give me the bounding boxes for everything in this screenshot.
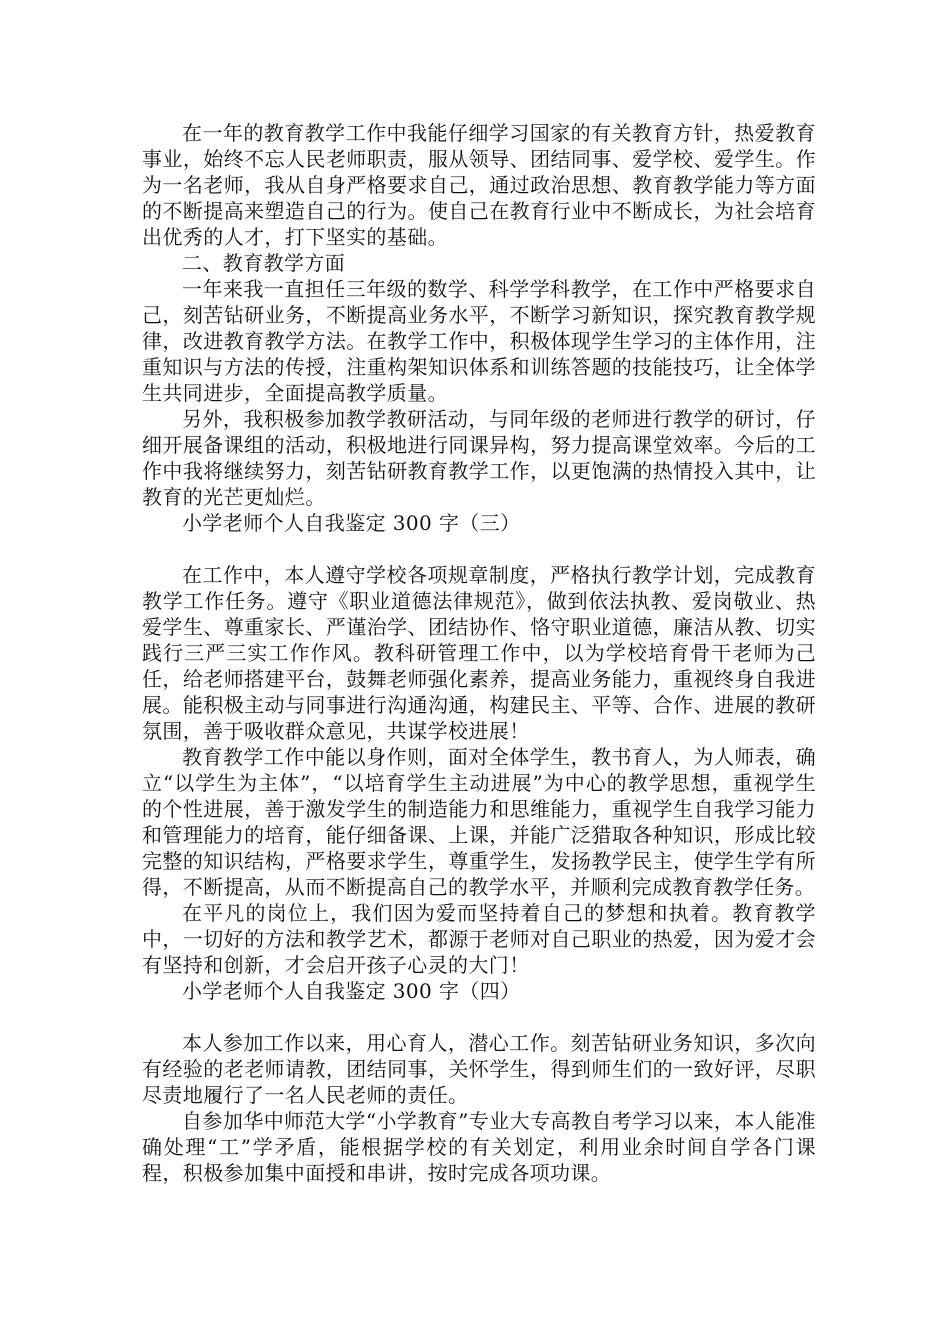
paragraph-rules: 在工作中，本人遵守学校各项规章制度，严格执行教学计划，完成教育教学工作任务。遵守《职业道德法律规范》，做到依法执教、爱岗敬业、热爱学生、尊重家长、严谨治学、团结协作、恪守职业道德，廉洁从教、切实践行三严三实工作作风。教科研管理工作中，以为学校培育骨干老师为己任，给老师搭建平台，鼓舞老师强化素养，提高业务能力，重视终身自我进展。能积极主动与同事进行沟通沟通，构建民主、平等、合作、进展的教研氛围，善于吸收群众意见，共谋学校进展！ <box>142 563 816 743</box>
blank-line <box>142 536 816 562</box>
section-heading-teaching: 二、教育教学方面 <box>182 251 346 275</box>
paragraph-research: 另外，我积极参加教学教研活动，与同年级的老师进行教学的研讨，仔细开展备课组的活动，积极地进行同课异构，努力提高课堂效率。今后的工作中我将继续努力，刻苦钻研教育教学工作，以更饱满的热情投入其中，让教育的光芒更灿烂。 <box>142 407 816 509</box>
document-body <box>142 120 816 1186</box>
blank-line <box>142 1004 816 1030</box>
paragraph-teaching: 一年来我一直担任三年级的数学、科学学科教学，在工作中严格要求自己，刻苦钻研业务，不断提高业务水平，不断学习新知识，探究教育教学规律，改进教育教学方法。在教学工作中，积极体现学生学习的主体作用，注重知识与方法的传授，注重构架知识体系和训练答题的技能技巧，让全体学生共同进步，全面提高教学质量。 <box>142 277 816 405</box>
paragraph-intro: 在一年的教育教学工作中我能仔细学习国家的有关教育方针，热爱教育事业，始终不忘人民老师职责，服从领导、团结同事、爱学校、爱学生。作为一名老师，我从自身严格要求自己，通过政治思想、教育教学能力等方面的不断提高来塑造自己的行为。使自己在教育行业中不断成长，为社会培育出优秀的人才，打下坚实的基础。 <box>142 121 816 249</box>
paragraph-study: 自参加华中师范大学“小学教育”专业大专高教自考学习以来，本人能准确处理“工”学矛盾，能根据学校的有关划定，利用业余时间自学各门课程，积极参加集中面授和串讲，按时完成各项功课。 <box>142 1109 816 1185</box>
paragraph-love: 在平凡的岗位上，我们因为爱而坚持着自己的梦想和执着。教育教学中，一切好的方法和教学艺术，都源于老师对自己职业的热爱，因为爱才会有坚持和创新，才会启开孩子心灵的大门！ <box>142 901 816 977</box>
paragraph-work: 本人参加工作以来，用心育人，潜心工作。刻苦钻研业务知识，多次向有经验的老老师请教，团结同事，关怀学生，得到师生们的一致好评，尽职尽责地履行了一名人民老师的责任。 <box>142 1031 816 1107</box>
section-heading-three: 小学老师个人自我鉴定 300 字（三） <box>182 511 521 535</box>
section-heading-four: 小学老师个人自我鉴定 300 字（四） <box>182 979 521 1003</box>
paragraph-example: 教育教学工作中能以身作则，面对全体学生，教书育人，为人师表，确立“以学生为主体”，“以培育学生主动进展”为中心的教学思想，重视学生的个性进展，善于激发学生的制造能力和思维能力，重视学生自我学习能力和管理能力的培育，能仔细备课、上课，并能广泛猎取各种知识，形成比较完整的知识结构，严格要求学生，尊重学生，发扬教学民主，使学生学有所得，不断提高，从而不断提高自己的教学水平，并顺利完成教育教学任务。 <box>142 745 816 899</box>
